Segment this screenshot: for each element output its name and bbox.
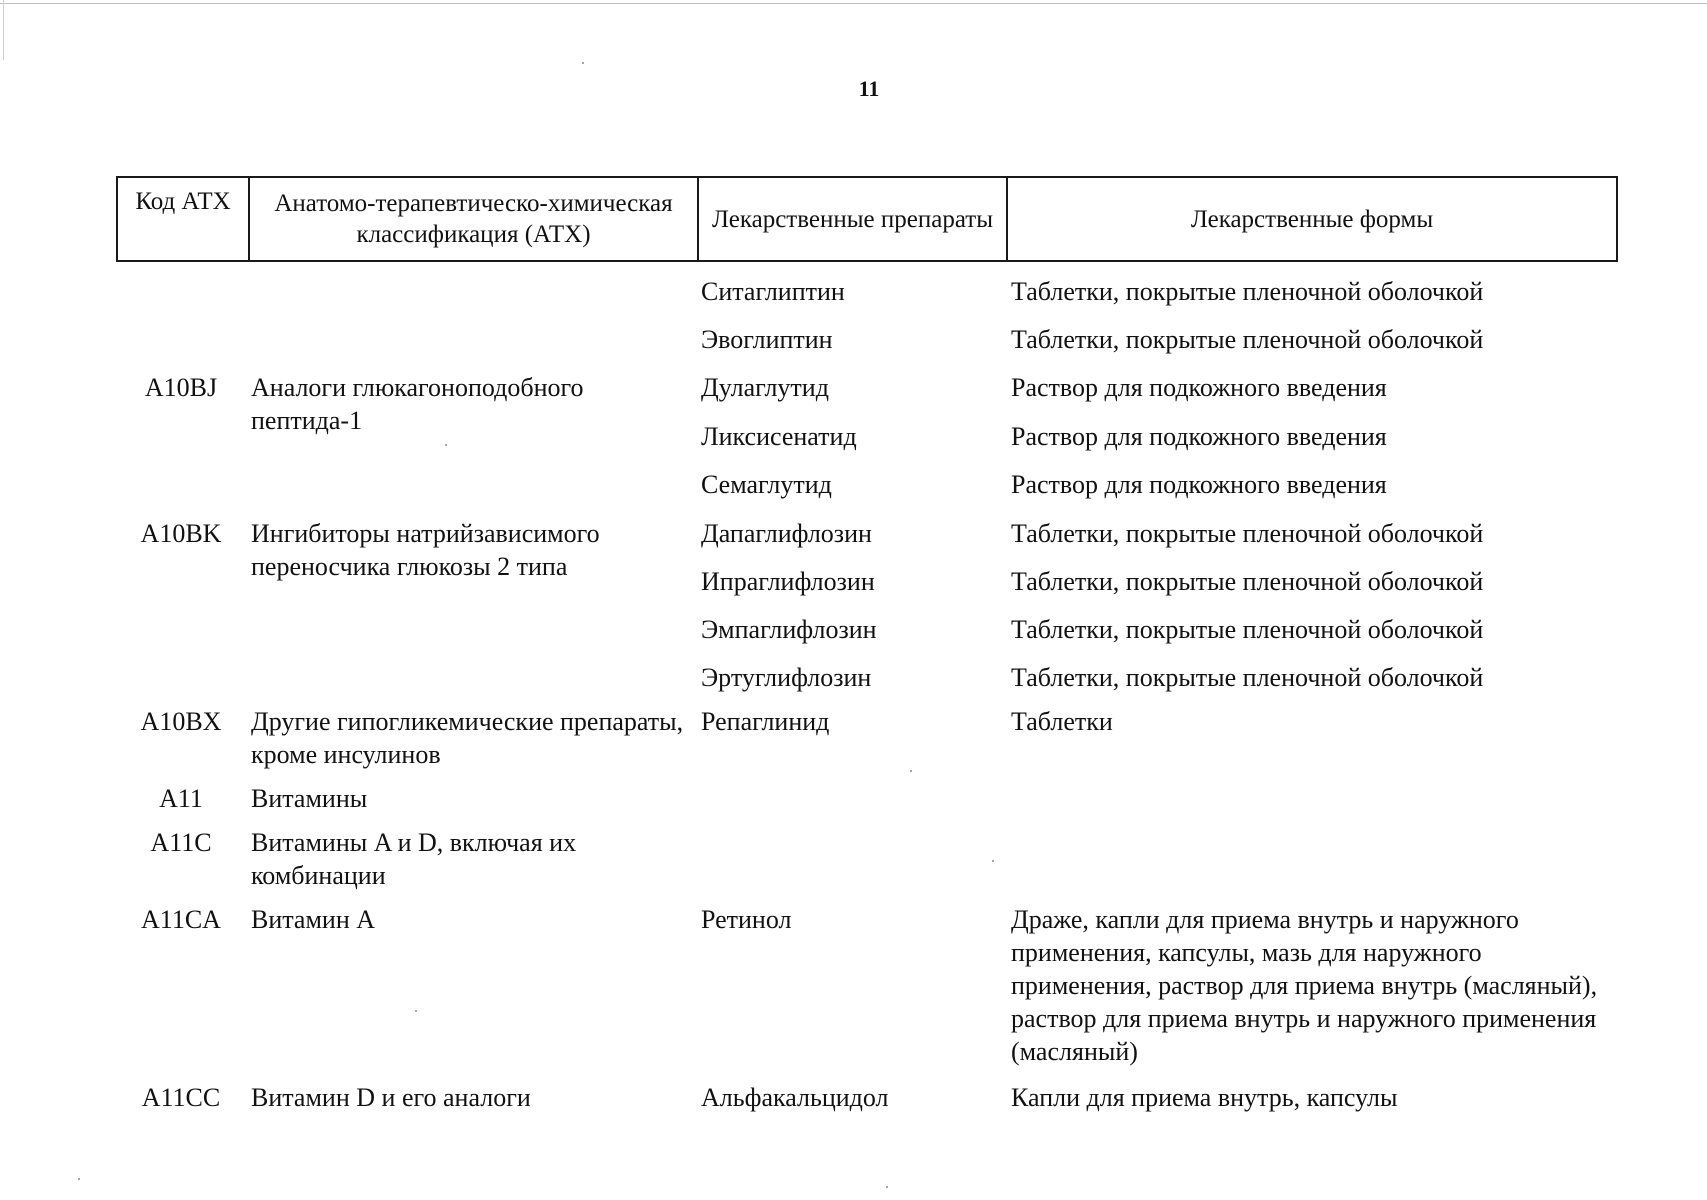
row-form: Таблетки, покрытые пленочной оболочкой [1011, 325, 1484, 354]
row-atc: Витамин A [251, 905, 376, 934]
row-form: Раствор для подкожного введения [1011, 470, 1387, 499]
row-drug: Дапаглифлозин [701, 519, 872, 548]
row-atc: Другие гипогликемические препараты, кроме инсулинов [251, 707, 684, 769]
row-code: A10BJ [144, 373, 218, 402]
row-drug: Альфакальцидол [701, 1083, 889, 1112]
page-number: 11 [858, 76, 880, 101]
scan-speck [415, 1010, 417, 1012]
row-drug: Семаглутид [701, 470, 832, 499]
scan-edge-left [3, 0, 4, 60]
scan-speck [992, 860, 994, 862]
row-form: Капли для приема внутрь, капсулы [1011, 1083, 1398, 1112]
header-atc-classification: Анатомо-терапевтическо-химическая классификация (АТХ) [248, 178, 697, 260]
scan-edge-top [0, 3, 1707, 4]
row-drug: Ситаглиптин [701, 277, 845, 306]
row-code: A11CA [141, 905, 221, 934]
row-form: Таблетки, покрытые пленочной оболочкой [1011, 277, 1484, 306]
row-drug: Ликсисенатид [701, 422, 857, 451]
row-drug: Эмпаглифлозин [701, 615, 877, 644]
row-drug: Репаглинид [701, 707, 830, 736]
row-atc: Витамины A и D, включая их комбинации [251, 828, 577, 890]
row-form: Таблетки, покрытые пленочной оболочкой [1011, 663, 1484, 692]
row-form: Таблетки [1011, 707, 1113, 736]
header-code: Код АТХ [135, 188, 231, 215]
scan-speck [910, 770, 912, 772]
row-form: Раствор для подкожного введения [1011, 373, 1387, 402]
scan-speck [445, 444, 447, 446]
row-form: Таблетки, покрытые пленочной оболочкой [1011, 519, 1484, 548]
scan-speck [886, 1186, 888, 1188]
table-header [116, 176, 1618, 262]
row-code: A11CC [141, 1083, 221, 1112]
row-form: Таблетки, покрытые пленочной оболочкой [1011, 567, 1484, 596]
row-drug: Эртуглифлозин [701, 663, 872, 692]
row-atc: Ингибиторы натрийзависимого переносчика глюкозы 2 типа [251, 519, 600, 581]
row-code: A10BX [140, 707, 222, 736]
row-drug: Ипраглифлозин [701, 567, 875, 596]
header-dosage-forms: Лекарственные формы [1006, 178, 1616, 260]
row-code: A10BK [140, 519, 222, 548]
row-code: A11C [150, 828, 212, 857]
row-form: Таблетки, покрытые пленочной оболочкой [1011, 615, 1484, 644]
scan-speck [582, 62, 584, 64]
row-drug: Эвоглиптин [701, 325, 833, 354]
header-drugs: Лекарственные препараты [697, 178, 1006, 260]
row-atc: Витамин D и его аналоги [251, 1083, 531, 1112]
row-code: A11 [159, 784, 203, 813]
row-atc: Аналоги глюкагоноподобного пептида-1 [251, 373, 584, 435]
row-form: Раствор для подкожного введения [1011, 422, 1387, 451]
row-atc: Витамины [251, 784, 368, 813]
row-drug: Дулаглутид [701, 373, 829, 402]
row-drug: Ретинол [701, 905, 792, 934]
scan-speck [78, 1178, 80, 1180]
row-form: Драже, капли для приема внутрь и наружного применения, капсулы, мазь для наружного применения, раствор для приема внутрь (масляный), раствор для приема внутрь и наружного применения (масляный) [1011, 905, 1598, 1066]
